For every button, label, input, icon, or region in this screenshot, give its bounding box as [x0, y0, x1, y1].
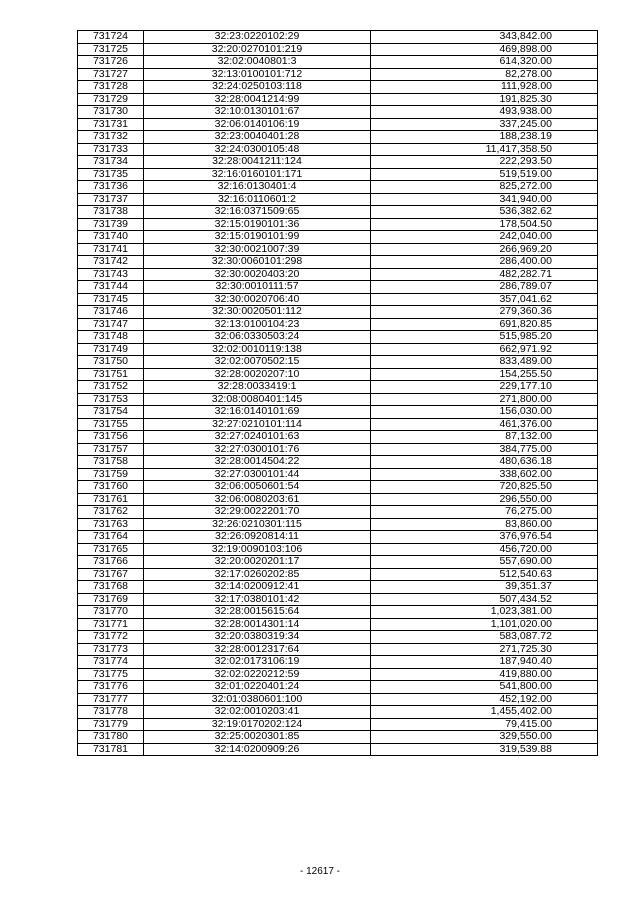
- amount-cell: 286,400.00: [371, 256, 598, 269]
- table-row: [78, 493, 598, 506]
- cadastral-number-cell: 32:28:0041214:99: [144, 93, 371, 106]
- record-id-cell: 731735: [78, 168, 144, 181]
- record-id-cell: 731726: [78, 56, 144, 69]
- record-id-cell: 731732: [78, 131, 144, 144]
- record-id-cell: 731754: [78, 406, 144, 419]
- amount-cell: 1,023,381.00: [371, 606, 598, 619]
- record-id-cell: 731762: [78, 506, 144, 519]
- table-row: [78, 718, 598, 731]
- record-id-cell: 731766: [78, 556, 144, 569]
- cadastral-number-cell: 32:16:0140101:69: [144, 406, 371, 419]
- amount-cell: 461,376.00: [371, 418, 598, 431]
- amount-cell: 329,550.00: [371, 731, 598, 744]
- record-id-cell: 731772: [78, 631, 144, 644]
- table-row: [78, 31, 598, 44]
- cadastral-number-cell: 32:28:0015615:64: [144, 606, 371, 619]
- record-id-cell: 731752: [78, 381, 144, 394]
- record-id-cell: 731739: [78, 218, 144, 231]
- cadastral-number-cell: 32:13:0100101:712: [144, 68, 371, 81]
- cadastral-number-cell: 32:28:0020207:10: [144, 368, 371, 381]
- table-row: [78, 556, 598, 569]
- record-id-cell: 731774: [78, 656, 144, 669]
- amount-cell: 83,860.00: [371, 518, 598, 531]
- table-row: [78, 381, 598, 394]
- table-row: [78, 343, 598, 356]
- cadastral-number-cell: 32:26:0210301:115: [144, 518, 371, 531]
- cadastral-number-cell: 32:24:0250103:118: [144, 81, 371, 94]
- table-row: [78, 593, 598, 606]
- record-id-cell: 731775: [78, 668, 144, 681]
- amount-cell: 39,351.37: [371, 581, 598, 594]
- cadastral-number-cell: 32:27:0210101:114: [144, 418, 371, 431]
- cadastral-number-cell: 32:01:0220401:24: [144, 681, 371, 694]
- cadastral-number-cell: 32:23:0040401:28: [144, 131, 371, 144]
- record-id-cell: 731779: [78, 718, 144, 731]
- amount-cell: 156,030.00: [371, 406, 598, 419]
- amount-cell: 376,976.54: [371, 531, 598, 544]
- cadastral-number-cell: 32:28:0041211:124: [144, 156, 371, 169]
- record-id-cell: 731770: [78, 606, 144, 619]
- record-id-cell: 731776: [78, 681, 144, 694]
- amount-cell: 338,602.00: [371, 468, 598, 481]
- record-id-cell: 731753: [78, 393, 144, 406]
- record-id-cell: 731773: [78, 643, 144, 656]
- amount-cell: 271,725.30: [371, 643, 598, 656]
- record-id-cell: 731750: [78, 356, 144, 369]
- cadastral-number-cell: 32:15:0190101:36: [144, 218, 371, 231]
- record-id-cell: 731769: [78, 593, 144, 606]
- record-id-cell: 731736: [78, 181, 144, 194]
- record-id-cell: 731778: [78, 706, 144, 719]
- record-id-cell: 731724: [78, 31, 144, 44]
- amount-cell: 507,434.52: [371, 593, 598, 606]
- record-id-cell: 731741: [78, 243, 144, 256]
- cadastral-number-cell: 32:29:0022201:70: [144, 506, 371, 519]
- record-id-cell: 731727: [78, 68, 144, 81]
- record-id-cell: 731759: [78, 468, 144, 481]
- table-row: [78, 368, 598, 381]
- amount-cell: 341,940.00: [371, 193, 598, 206]
- record-id-cell: 731731: [78, 118, 144, 131]
- amount-cell: 512,540.63: [371, 568, 598, 581]
- cadastral-number-cell: 32:17:0380101:42: [144, 593, 371, 606]
- record-id-cell: 731747: [78, 318, 144, 331]
- table-row: [78, 206, 598, 219]
- table-row: [78, 418, 598, 431]
- amount-cell: 82,278.00: [371, 68, 598, 81]
- amount-cell: 11,417,358.50: [371, 143, 598, 156]
- cadastral-number-cell: 32:30:0010111:57: [144, 281, 371, 294]
- table-row: [78, 68, 598, 81]
- record-id-cell: 731768: [78, 581, 144, 594]
- cadastral-number-cell: 32:02:0010203:41: [144, 706, 371, 719]
- table-row: [78, 431, 598, 444]
- table-row: [78, 131, 598, 144]
- amount-cell: 384,775.00: [371, 443, 598, 456]
- record-id-cell: 731730: [78, 106, 144, 119]
- table-row: [78, 243, 598, 256]
- cadastral-number-cell: 32:16:0110601:2: [144, 193, 371, 206]
- record-id-cell: 731729: [78, 93, 144, 106]
- table-row: [78, 193, 598, 206]
- table-row: [78, 468, 598, 481]
- cadastral-number-cell: 32:28:0012317:64: [144, 643, 371, 656]
- amount-cell: 614,320.00: [371, 56, 598, 69]
- page-number: - 12617 -: [299, 866, 341, 877]
- table-row: [78, 518, 598, 531]
- table-row: [78, 456, 598, 469]
- table-row: [78, 656, 598, 669]
- amount-cell: 456,720.00: [371, 543, 598, 556]
- cadastral-number-cell: 32:25:0020301:85: [144, 731, 371, 744]
- table-row: [78, 506, 598, 519]
- amount-cell: 480,636.18: [371, 456, 598, 469]
- table-row: [78, 393, 598, 406]
- cadastral-number-cell: 32:15:0190101:99: [144, 231, 371, 244]
- cadastral-number-cell: 32:23:0220102:29: [144, 31, 371, 44]
- amount-cell: 662,971.92: [371, 343, 598, 356]
- cadastral-number-cell: 32:16:0160101:171: [144, 168, 371, 181]
- cadastral-number-cell: 32:30:0020403:20: [144, 268, 371, 281]
- table-row: [78, 318, 598, 331]
- cadastral-number-cell: 32:30:0060101:298: [144, 256, 371, 269]
- cadastral-number-cell: 32:28:0014504:22: [144, 456, 371, 469]
- amount-cell: 519,519.00: [371, 168, 598, 181]
- table-row: [78, 618, 598, 631]
- amount-cell: 452,192.00: [371, 693, 598, 706]
- amount-cell: 357,041.62: [371, 293, 598, 306]
- cadastral-number-cell: 32:30:0020501:112: [144, 306, 371, 319]
- table-row: [78, 743, 598, 756]
- record-id-cell: 731734: [78, 156, 144, 169]
- cadastral-number-cell: 32:01:0380601:100: [144, 693, 371, 706]
- record-id-cell: 731765: [78, 543, 144, 556]
- amount-cell: 154,255.50: [371, 368, 598, 381]
- amount-cell: 515,985.20: [371, 331, 598, 344]
- amount-cell: 187,940.40: [371, 656, 598, 669]
- cadastral-number-cell: 32:02:0010119:138: [144, 343, 371, 356]
- cadastral-number-cell: 32:06:0330503:24: [144, 331, 371, 344]
- table-row: [78, 706, 598, 719]
- amount-cell: 833,489.00: [371, 356, 598, 369]
- table-row: [78, 118, 598, 131]
- cadastral-number-cell: 32:02:0040801:3: [144, 56, 371, 69]
- table-row: [78, 481, 598, 494]
- record-id-cell: 731748: [78, 331, 144, 344]
- amount-cell: 87,132.00: [371, 431, 598, 444]
- amount-cell: 720,825.50: [371, 481, 598, 494]
- amount-cell: 343,842.00: [371, 31, 598, 44]
- amount-cell: 266,969.20: [371, 243, 598, 256]
- cadastral-number-cell: 32:06:0080203:61: [144, 493, 371, 506]
- table-row: [78, 356, 598, 369]
- record-id-cell: 731755: [78, 418, 144, 431]
- amount-cell: 222,293.50: [371, 156, 598, 169]
- amount-cell: 76,275.00: [371, 506, 598, 519]
- table-row: [78, 543, 598, 556]
- record-id-cell: 731780: [78, 731, 144, 744]
- record-id-cell: 731740: [78, 231, 144, 244]
- record-id-cell: 731781: [78, 743, 144, 756]
- table-row: [78, 643, 598, 656]
- amount-cell: 536,382.62: [371, 206, 598, 219]
- cadastral-number-cell: 32:17:0260202:85: [144, 568, 371, 581]
- record-id-cell: 731743: [78, 268, 144, 281]
- cadastral-number-cell: 32:08:0080401:145: [144, 393, 371, 406]
- record-id-cell: 731742: [78, 256, 144, 269]
- amount-cell: 79,415.00: [371, 718, 598, 731]
- amount-cell: 279,360.36: [371, 306, 598, 319]
- table-row: [78, 156, 598, 169]
- cadastral-number-cell: 32:10:0130101:67: [144, 106, 371, 119]
- table-row: [78, 256, 598, 269]
- cadastral-number-cell: 32:30:0021007:39: [144, 243, 371, 256]
- cadastral-number-cell: 32:14:0200909:26: [144, 743, 371, 756]
- table-row: [78, 693, 598, 706]
- table-row: [78, 81, 598, 94]
- record-id-cell: 731751: [78, 368, 144, 381]
- amount-cell: 188,238.19: [371, 131, 598, 144]
- amount-cell: 178,504.50: [371, 218, 598, 231]
- table-row: [78, 281, 598, 294]
- amount-cell: 296,550.00: [371, 493, 598, 506]
- cadastral-number-cell: 32:13:0100104:23: [144, 318, 371, 331]
- table-row: [78, 606, 598, 619]
- record-id-cell: 731764: [78, 531, 144, 544]
- table-row: [78, 168, 598, 181]
- record-id-cell: 731767: [78, 568, 144, 581]
- table-row: [78, 268, 598, 281]
- cadastral-number-cell: 32:30:0020706:40: [144, 293, 371, 306]
- table-row: [78, 218, 598, 231]
- table-row: [78, 631, 598, 644]
- cadastral-number-cell: 32:28:0033419:1: [144, 381, 371, 394]
- record-id-cell: 731738: [78, 206, 144, 219]
- table-row: [78, 668, 598, 681]
- table-row: [78, 306, 598, 319]
- table-row: [78, 143, 598, 156]
- amount-cell: 111,928.00: [371, 81, 598, 94]
- table-row: [78, 181, 598, 194]
- cadastral-number-cell: 32:02:0220212:59: [144, 668, 371, 681]
- amount-cell: 493,938.00: [371, 106, 598, 119]
- record-id-cell: 731744: [78, 281, 144, 294]
- record-id-cell: 731761: [78, 493, 144, 506]
- record-id-cell: 731758: [78, 456, 144, 469]
- cadastral-number-cell: 32:06:0050601:54: [144, 481, 371, 494]
- amount-cell: 319,539.88: [371, 743, 598, 756]
- cadastral-number-cell: 32:20:0270101:219: [144, 43, 371, 56]
- cadastral-number-cell: 32:19:0090103:106: [144, 543, 371, 556]
- cadastral-number-cell: 32:28:0014301:14: [144, 618, 371, 631]
- record-id-cell: 731733: [78, 143, 144, 156]
- table-row: [78, 93, 598, 106]
- record-id-cell: 731760: [78, 481, 144, 494]
- record-id-cell: 731756: [78, 431, 144, 444]
- record-id-cell: 731763: [78, 518, 144, 531]
- record-id-cell: 731746: [78, 306, 144, 319]
- table-row: [78, 56, 598, 69]
- record-id-cell: 731771: [78, 618, 144, 631]
- amount-cell: 825,272.00: [371, 181, 598, 194]
- cadastral-number-cell: 32:16:0130401:4: [144, 181, 371, 194]
- amount-cell: 286,789.07: [371, 281, 598, 294]
- amount-cell: 1,455,402.00: [371, 706, 598, 719]
- table-row: [78, 531, 598, 544]
- table-row: [78, 568, 598, 581]
- record-id-cell: 731745: [78, 293, 144, 306]
- amount-cell: 469,898.00: [371, 43, 598, 56]
- amount-cell: 1,101,020.00: [371, 618, 598, 631]
- cadastral-number-cell: 32:16:0371509:65: [144, 206, 371, 219]
- table-row: [78, 406, 598, 419]
- cadastral-number-cell: 32:20:0020201:17: [144, 556, 371, 569]
- amount-cell: 271,800.00: [371, 393, 598, 406]
- record-id-cell: 731777: [78, 693, 144, 706]
- record-id-cell: 731757: [78, 443, 144, 456]
- cadastral-number-cell: 32:27:0300101:76: [144, 443, 371, 456]
- amount-cell: 583,087.72: [371, 631, 598, 644]
- table-row: [78, 293, 598, 306]
- table-row: [78, 681, 598, 694]
- parcel-value-table: [77, 30, 598, 756]
- cadastral-number-cell: 32:27:0300101:44: [144, 468, 371, 481]
- table-row: [78, 331, 598, 344]
- amount-cell: 337,245.00: [371, 118, 598, 131]
- record-id-cell: 731728: [78, 81, 144, 94]
- amount-cell: 557,690.00: [371, 556, 598, 569]
- record-id-cell: 731725: [78, 43, 144, 56]
- table-body: [78, 31, 598, 756]
- cadastral-number-cell: 32:19:0170202:124: [144, 718, 371, 731]
- table-row: [78, 231, 598, 244]
- cadastral-number-cell: 32:27:0240101:63: [144, 431, 371, 444]
- cadastral-number-cell: 32:26:0920814:11: [144, 531, 371, 544]
- amount-cell: 691,820.85: [371, 318, 598, 331]
- table-row: [78, 581, 598, 594]
- cadastral-number-cell: 32:14:0200912:41: [144, 581, 371, 594]
- amount-cell: 541,800.00: [371, 681, 598, 694]
- cadastral-number-cell: 32:02:0070502:15: [144, 356, 371, 369]
- cadastral-number-cell: 32:02:0173106:19: [144, 656, 371, 669]
- record-id-cell: 731749: [78, 343, 144, 356]
- table-row: [78, 443, 598, 456]
- table-row: [78, 43, 598, 56]
- amount-cell: 191,825.30: [371, 93, 598, 106]
- table-row: [78, 106, 598, 119]
- amount-cell: 242,040.00: [371, 231, 598, 244]
- cadastral-number-cell: 32:20:0380319:34: [144, 631, 371, 644]
- amount-cell: 229,177.10: [371, 381, 598, 394]
- table-row: [78, 731, 598, 744]
- record-id-cell: 731737: [78, 193, 144, 206]
- amount-cell: 482,282.71: [371, 268, 598, 281]
- cadastral-number-cell: 32:06:0140106:19: [144, 118, 371, 131]
- amount-cell: 419,880.00: [371, 668, 598, 681]
- cadastral-number-cell: 32:24:0300105:48: [144, 143, 371, 156]
